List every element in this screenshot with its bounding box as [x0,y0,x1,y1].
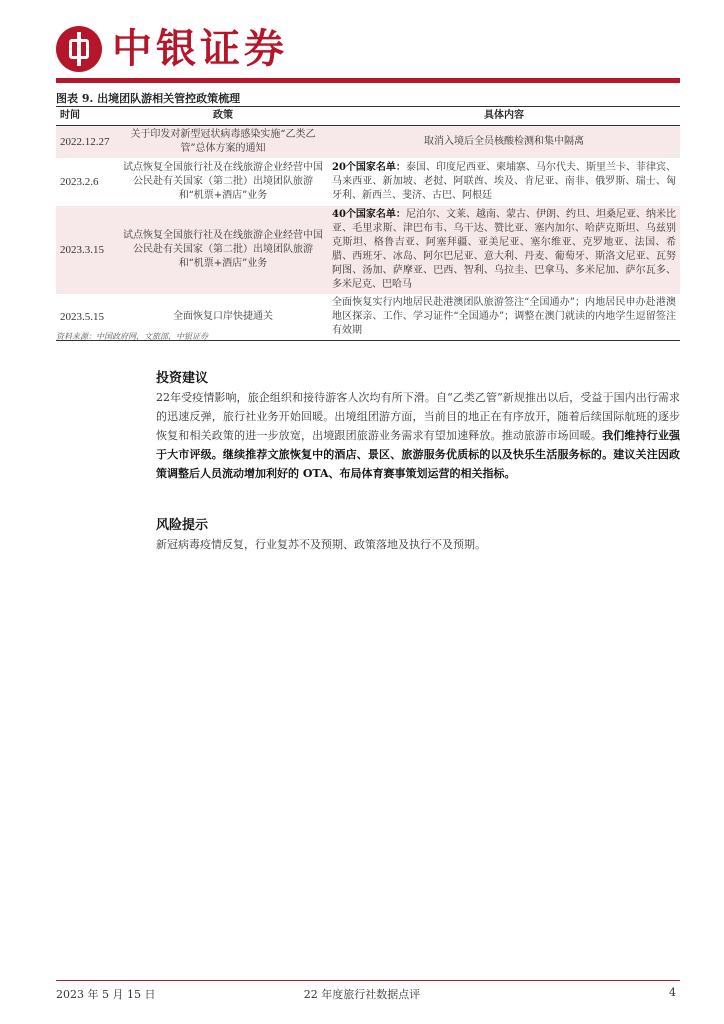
row-policy: 全面恢复口岸快捷通关 [118,294,328,341]
table-row [56,126,680,159]
row-content-text: 泰国、印度尼西亚、柬埔寨、马尔代夫、斯里兰卡、菲律宾、马来西亚、新加坡、老挝、阿联酋、埃及、肯尼亚、南非、俄罗斯、瑞士、匈牙利、新西兰、斐济、古巴、阿根廷 [332,162,676,201]
row-content-text: 全面恢复实行内地居民赴港澳团队旅游签注“全国通办”；内地居民申办赴港澳地区探亲、工作、学习证件“全国通办”；调整在澳门就读的内地学生逗留签注有效期 [332,297,676,336]
figure-title: 图表 9. 出境团队游相关管控政策梳理 [56,92,241,105]
row-content-bold: 40个国家名单： [332,209,406,220]
bank-logo-icon [56,26,102,72]
table-row [56,158,680,206]
column-header-policy: 政策 [118,107,328,126]
row-policy: 试点恢复全国旅行社及在线旅游企业经营中国公民赴有关国家（第二批）出境团队旅游和“机票+酒店”业务 [123,162,323,201]
policy-table [56,106,680,341]
table-header-row [56,107,680,126]
row-date: 2023.3.15 [56,206,118,294]
brand-name: 中银证券 [112,26,288,72]
footer-date: 2023 年 5 月 15 日 [56,988,156,1001]
row-content-text: 取消入境后全员核酸检测和集中隔离 [424,136,584,147]
row-date: 2022.12.27 [56,126,118,159]
row-content [328,294,680,341]
row-policy: 试点恢复全国旅行社及在线旅游企业经营中国公民赴有关国家（第二批）出境团队旅游和“机票+酒店”业务 [118,206,328,294]
figure-source: 资料来源：中国政府网，文旅部，中银证券 [56,332,208,341]
row-content-text: 尼泊尔、文莱、越南、蒙古、伊朗、约旦、坦桑尼亚、纳米比亚、毛里求斯、津巴布韦、乌干达、赞比亚、塞内加尔、哈萨克斯坦、乌兹别克斯坦、格鲁吉亚、阿塞拜疆、亚美尼亚、塞尔维亚、克罗地亚、法国、希腊、西班牙、冰岛、阿尔巴尼亚、意大利、丹麦、葡萄牙、斯洛文尼亚、瓦努阿图、汤加、萨摩亚、巴西、智利、乌拉圭、巴拿马、多米尼加、萨尔瓦多、多米尼克、巴哈马 [332,209,676,290]
row-date: 2023.5.15 [56,294,118,341]
column-header-content: 具体内容 [328,107,680,126]
row-content [328,158,680,206]
investment-heading: 投资建议 [156,371,209,386]
footer-title: 22 年度旅行社数据点评 [303,988,421,1001]
row-policy: 关于印发对新型冠状病毒感染实施“乙类乙管”总体方案的通知 [118,126,328,159]
column-header-time: 时间 [56,107,118,126]
investment-text: 22年受疫情影响，旅企组织和接待游客人次均有所下滑。自“乙类乙管”新规推出以后，受益于国内出行需求的迅速反弹，旅行社业务开始回暖。出境组团游方面，当前目的地正在有序放开，随着后续国际航班的逐步恢复和相关政策的进一步放宽，出境跟团旅游业务需求有望加速释放。推动旅游市场回暖。 [156,391,680,442]
risk-heading: 风险提示 [156,518,209,533]
risk-paragraph: 新冠病毒疫情反复，行业复苏不及预期、政策落地及执行不及预期。 [156,538,486,551]
header-divider [56,78,680,83]
investment-paragraph [156,388,680,483]
row-content [328,126,680,159]
table-row [56,206,680,294]
row-content-bold: 20个国家名单： [332,162,406,173]
row-content [328,206,680,294]
page-number: 4 [669,986,676,999]
footer-divider [56,980,680,981]
row-date: 2023.2.6 [60,176,99,188]
investment-bold-text: 我们维持行业强于大市评级。继续推荐文旅恢复中的酒店、景区、旅游服务优质标的以及快乐生活服务标的。建议关注因政策调整后人员流动增加利好的 OTA、布局体育赛事策划运营的相关指标。 [156,429,681,480]
